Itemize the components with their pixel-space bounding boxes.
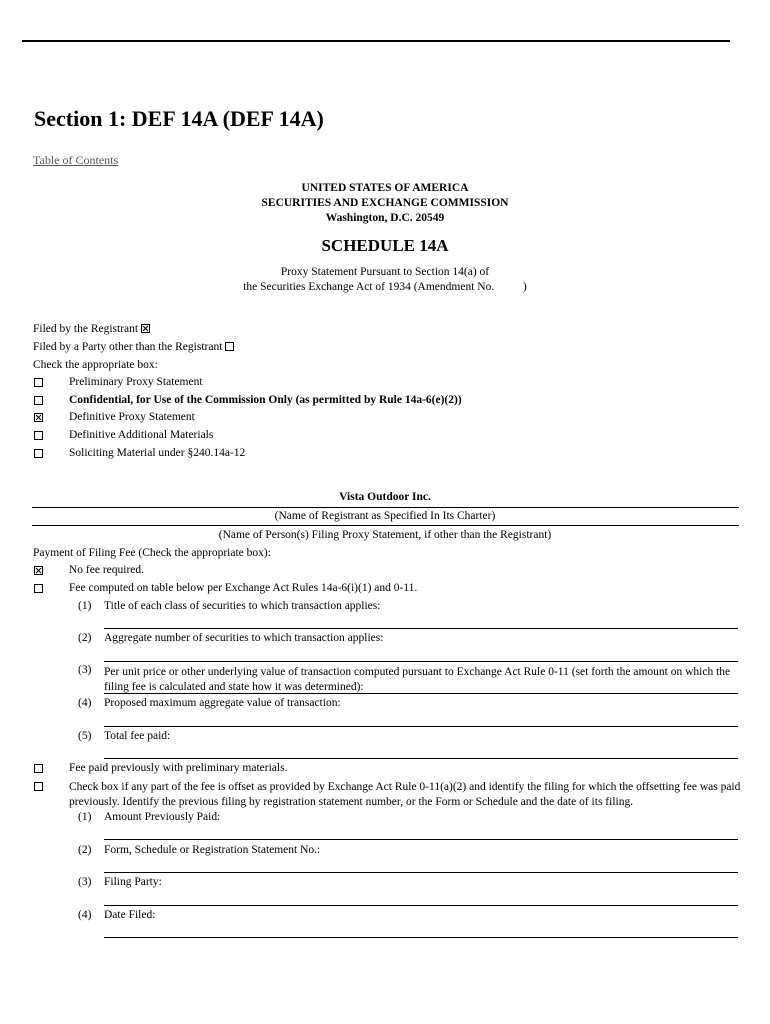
proxy-line-1: Proxy Statement Pursuant to Section 14(a) of [280, 266, 490, 278]
registrant-name: Vista Outdoor Inc. [339, 491, 431, 503]
table-of-contents-link[interactable]: Table of Contents [33, 153, 119, 167]
filed-by-other-label: Filed by a Party other than the Registrant [33, 341, 223, 353]
option-label-soliciting: Soliciting Material under §240.14a-12 [69, 447, 246, 459]
fee-item-number: (5) [78, 730, 92, 742]
no-fee-label: No fee required. [69, 564, 145, 576]
person-caption: (Name of Person(s) Filing Proxy Statement, if other than the Registrant) [218, 529, 552, 541]
offset-checkbox[interactable] [34, 782, 43, 791]
person-rule [32, 525, 739, 526]
option-checkbox-confidential[interactable] [34, 396, 43, 405]
filed-by-registrant-checkbox[interactable] [141, 324, 150, 333]
offset-item-number: (3) [78, 876, 92, 888]
header-country: UNITED STATES OF AMERICA [301, 182, 469, 194]
offset-item-label-date: Date Filed: [104, 909, 156, 921]
fee-item-input-line-total[interactable] [104, 758, 738, 759]
fee-item-number: (3) [78, 664, 92, 676]
fee-item-label-max-value: Proposed maximum aggregate value of transaction: [104, 697, 341, 709]
header-location: Washington, D.C. 20549 [325, 212, 445, 224]
offset-item-label-amount: Amount Previously Paid: [104, 811, 221, 823]
fee-item-input-line-unit-price[interactable] [104, 693, 738, 694]
option-checkbox-preliminary[interactable] [34, 378, 43, 387]
fee-item-number: (4) [78, 697, 92, 709]
option-checkbox-definitive[interactable] [34, 413, 43, 422]
option-label-confidential: Confidential, for Use of the Commission Only (as permitted by Rule 14a-6(e)(2)) [69, 394, 462, 406]
proxy-line-2: the Securities Exchange Act of 1934 (Amendment No. ) [243, 281, 527, 293]
fee-computed-label: Fee computed on table below per Exchange Act Rules 14a-6(i)(1) and 0-11. [69, 582, 418, 594]
registrant-rule [32, 507, 739, 508]
option-checkbox-soliciting[interactable] [34, 449, 43, 458]
fee-item-number: (1) [78, 600, 92, 612]
no-fee-checkbox[interactable] [34, 566, 43, 575]
fee-item-input-line-max-value[interactable] [104, 726, 738, 727]
option-checkbox-additional[interactable] [34, 431, 43, 440]
offset-label: Check box if any part of the fee is offset as provided by Exchange Act Rule 0-11(a)(2) and identify the filing for which the offsetting fee was paid previously. Identify the previous filing by registration statement number, or the Form or Schedule and the date of its filing. [69, 781, 741, 808]
option-label-additional: Definitive Additional Materials [69, 429, 214, 441]
section-title: Section 1: DEF 14A (DEF 14A) [34, 106, 324, 131]
offset-item-label-form: Form, Schedule or Registration Statement No.: [104, 844, 321, 856]
fee-item-label-unit-price: Per unit price or other underlying value of transaction computed pursuant to Exchange Act Rule 0-11 (set forth the amount on which the filing fee is calculated and state how it was determined): [104, 666, 731, 693]
offset-item-number: (4) [78, 909, 92, 921]
fee-computed-checkbox[interactable] [34, 584, 43, 593]
fee-item-input-line-aggregate[interactable] [104, 661, 738, 662]
filed-by-registrant-row [33, 323, 150, 335]
option-label-preliminary: Preliminary Proxy Statement [69, 376, 203, 388]
payment-label: Payment of Filing Fee (Check the appropriate box): [33, 547, 271, 559]
filed-by-other-checkbox[interactable] [225, 342, 234, 351]
fee-paid-previously-checkbox[interactable] [34, 764, 43, 773]
option-label-definitive: Definitive Proxy Statement [69, 411, 195, 423]
offset-item-input-line-form[interactable] [104, 872, 738, 873]
fee-item-label-aggregate: Aggregate number of securities to which transaction applies: [104, 632, 384, 644]
filed-by-other-row [33, 341, 234, 353]
schedule-title: SCHEDULE 14A [321, 236, 449, 255]
offset-item-input-line-amount[interactable] [104, 839, 738, 840]
fee-item-input-line-title[interactable] [104, 628, 738, 629]
filed-by-registrant-label: Filed by the Registrant [33, 323, 139, 335]
top-rule [22, 40, 730, 42]
check-appropriate-box-label: Check the appropriate box: [33, 359, 158, 371]
fee-item-label-title: Title of each class of securities to which transaction applies: [104, 600, 381, 612]
fee-item-number: (2) [78, 632, 92, 644]
fee-item-label-total: Total fee paid: [104, 730, 171, 742]
header-commission: SECURITIES AND EXCHANGE COMMISSION [261, 197, 509, 209]
offset-item-label-filing-party: Filing Party: [104, 876, 162, 888]
registrant-caption: (Name of Registrant as Specified In Its Charter) [274, 510, 496, 522]
offset-item-input-line-date[interactable] [104, 937, 738, 938]
fee-paid-previously-label: Fee paid previously with preliminary materials. [69, 762, 288, 774]
offset-item-number: (2) [78, 844, 92, 856]
offset-item-input-line-filing-party[interactable] [104, 905, 738, 906]
offset-item-number: (1) [78, 811, 92, 823]
